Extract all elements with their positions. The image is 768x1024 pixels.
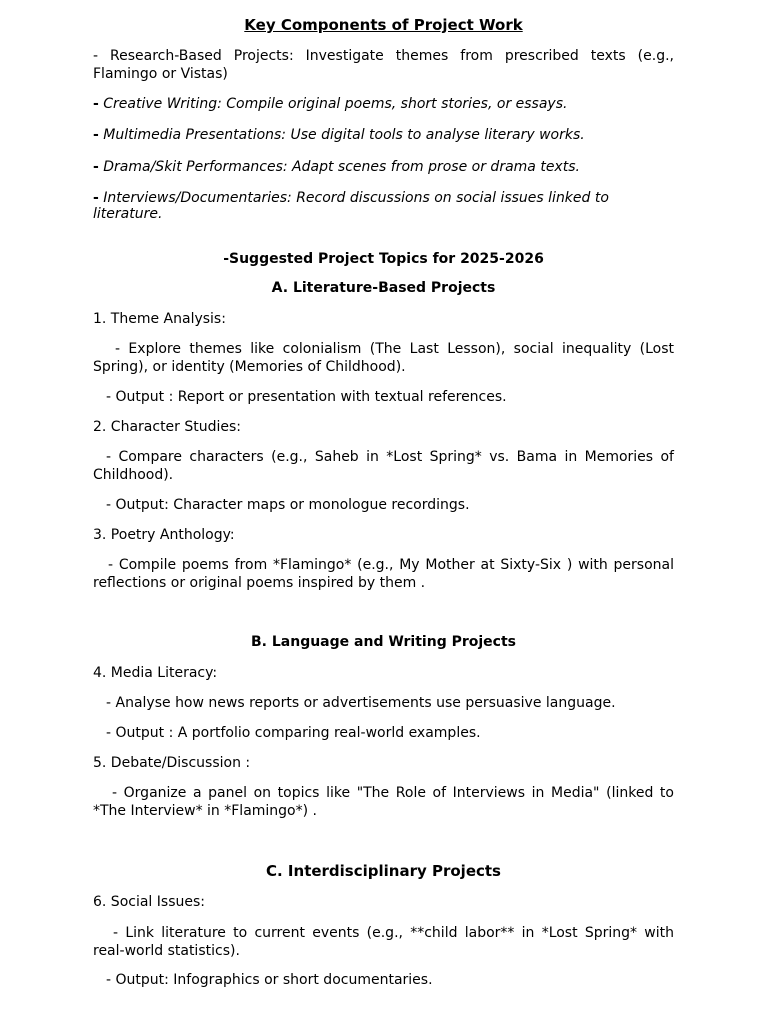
item4-line1: - Analyse how news reports or advertisements use persuasive language. [106, 695, 616, 711]
item1-line1: - Explore themes like colonialism (The Last Lesson), social inequality (Lost [115, 341, 674, 357]
item2-output: - Output: Character maps or monologue recordings. [106, 497, 470, 513]
component-interviews-text: Interviews/Documentaries: Record discussions on social issues linked to [98, 190, 609, 206]
item5-line1: - Organize a panel on topics like "The Role of Interviews in Media" (linked to [112, 785, 674, 801]
component-drama-text: Drama/Skit Performances: Adapt scenes from prose or drama texts. [98, 159, 580, 175]
item2-line2: Childhood). [93, 467, 174, 483]
topics-heading: -Suggested Project Topics for 2025-2026 [223, 251, 544, 267]
item6-title: 6. Social Issues: [93, 894, 205, 910]
section-b-heading: B. Language and Writing Projects [251, 634, 516, 650]
item2-title: 2. Character Studies: [93, 419, 242, 435]
item4-output: - Output : A portfolio comparing real-world examples. [106, 725, 481, 741]
item1-title: 1. Theme Analysis: [93, 311, 226, 327]
component-creative-writing-text: Creative Writing: Compile original poems, short stories, or essays. [98, 96, 568, 112]
bullet-dash: - [93, 127, 99, 143]
item4-title: 4. Media Literacy: [93, 665, 218, 681]
item6-line2: real-world statistics). [93, 943, 240, 959]
section-c-heading: C. Interdisciplinary Projects [266, 862, 501, 880]
component-multimedia-text: Multimedia Presentations: Use digital tools to analyse literary works. [98, 127, 585, 143]
component-creative-writing [93, 95, 674, 113]
item3-title: 3. Poetry Anthology: [93, 527, 235, 543]
component-multimedia [93, 126, 674, 144]
item3-line2: reflections or original poems inspired by them . [93, 575, 426, 591]
item1-output: - Output : Report or presentation with textual references. [106, 389, 507, 405]
document-title: Key Components of Project Work [244, 16, 523, 34]
bullet-dash: - [93, 190, 99, 206]
bullet-dash: - [93, 159, 99, 175]
item2-line1: - Compare characters (e.g., Saheb in *Lost Spring* vs. Bama in Memories of [106, 449, 674, 465]
item5-title: 5. Debate/Discussion : [93, 755, 251, 771]
component-interviews-line2: literature. [93, 206, 163, 222]
bullet-dash: - [93, 96, 99, 112]
item6-line1: - Link literature to current events (e.g., **child labor** in *Lost Spring* with [113, 925, 674, 941]
section-a-heading: A. Literature-Based Projects [271, 280, 496, 296]
item6-output: - Output: Infographics or short documentaries. [106, 972, 433, 988]
component-research-line1: - Research-Based Projects: Investigate themes from prescribed texts (e.g., [93, 48, 674, 64]
component-drama [93, 158, 674, 176]
item3-line1: - Compile poems from *Flamingo* (e.g., My Mother at Sixty-Six ) with personal [108, 557, 674, 573]
component-research-line2: Flamingo or Vistas) [93, 66, 228, 82]
item1-line2: Spring), or identity (Memories of Childhood). [93, 359, 406, 375]
item5-line2: *The Interview* in *Flamingo*) . [93, 803, 317, 819]
